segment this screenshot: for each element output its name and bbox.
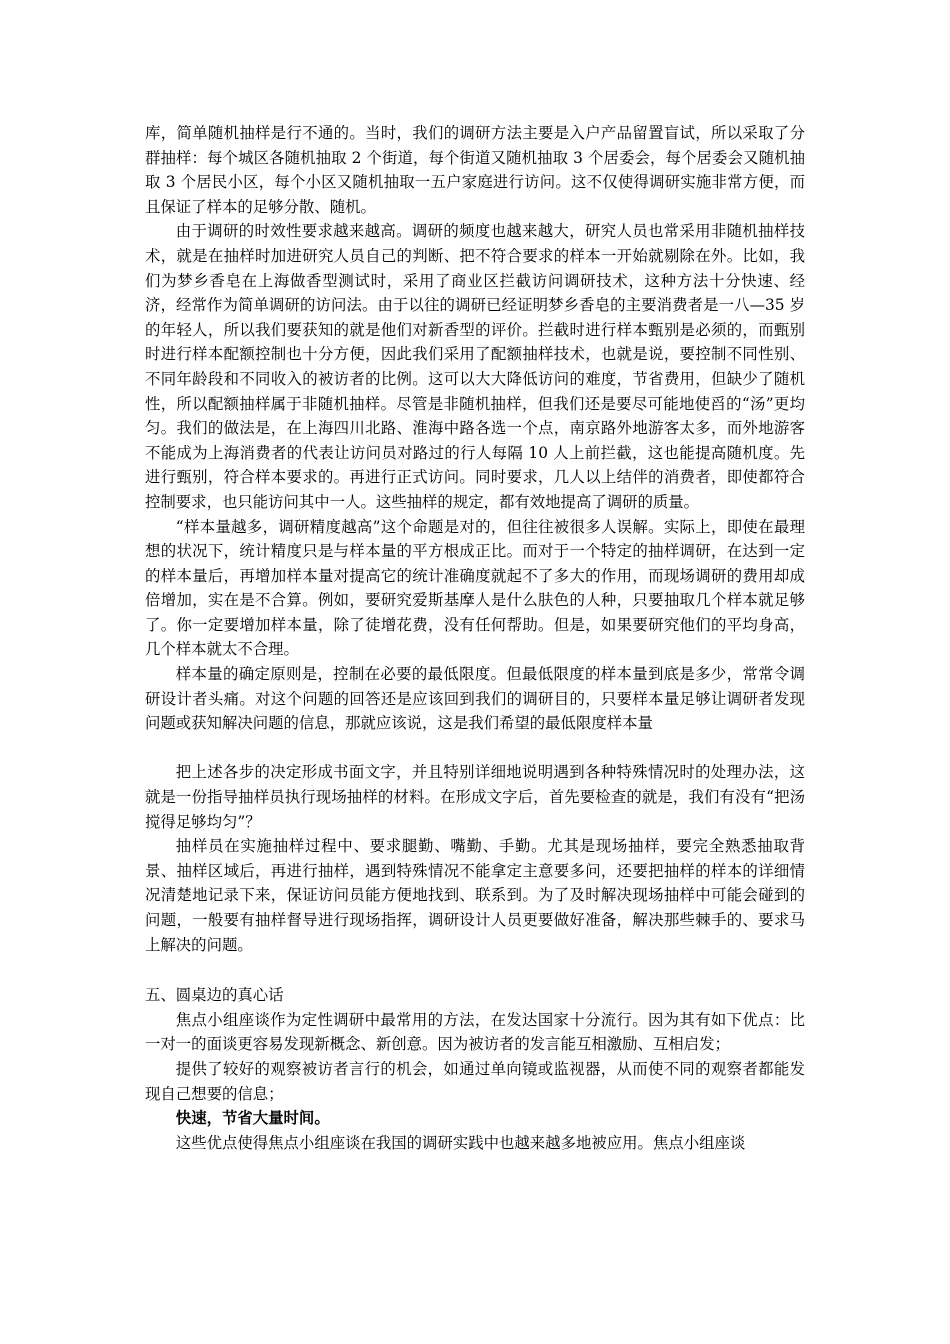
paragraph-nonrandom-sampling: 由于调研的时效性要求越来越高。调研的频度也越来越大，研究人员也常采用非随机抽样技术，就是在抽样时加进研究人员自己的判断、把不符合要求的样本一开始就剔除在外。比如，我们为梦乡香皂在上海做香型测试时，采用了商业区拦截访问调研技术，这种方法十分快速、经济，经常作为简单调研的访问法。由于以往的调研已经证明梦乡香皂的主要消费者是一八—35 岁的年轻人，所以我们要获知的就是他们对新香型的评价。拦截时进行样本甄别是必须的，而甄别时进行样本配额控制也十分方便，因此我们采用了配额抽样技术，也就是说，要控制不同性别、不同年龄段和不同收入的被访者的比例。这可以大大降低访问的难度，节省费用，但缺少了随机性，所以配额抽样属于非随机抽样。尽管是非随机抽样，但我们还是要尽可能地使舀的“汤”更均匀。我们的做法是，在上海四川北路、淮海中路各选一个点，南京路外地游客太多，而外地游客不能成为上海消费者的代表让访问员对路过的行人每隔 10 人上前拦截，这也能提高随机度。先进行甄别，符合样本要求的。再进行正式访问。同时要求，几人以上结伴的消费者，即使都符合控制要求，也只能访问其中一人。这些抽样的规定，都有效地提高了调研的质量。: [145, 222, 805, 511]
paragraph-focus-group-observation: 提供了较好的观察被访者言行的机会，如通过单向镜或监视器，从而使不同的观察者都能发现自己想要的信息；: [145, 1059, 805, 1103]
paragraph-sampler-duties: 抽样员在实施抽样过程中、要求腿勤、嘴勤、手勤。尤其是现场抽样，要完全熟悉抽取背景、抽样区域后，再进行抽样，遇到特殊情况不能拿定主意要多问，还要把抽样的样本的详细情况清楚地记录下来，保证访问员能方便地找到、联系到。为了及时解决现场抽样中可能会碰到的问题，一般要有抽样督导进行现场指挥，调研设计人员更要做好准备，解决那些棘手的、要求马上解决的问题。: [145, 837, 805, 954]
section-heading-roundtable: 五、圆桌边的真心话: [145, 986, 284, 1005]
paragraph-focus-group-intro: 焦点小组座谈作为定性调研中最常用的方法，在发达国家十分流行。因为其有如下优点：比一对一的面谈更容易发现新概念、新创意。因为被访者的发言能互相激励、互相启发；: [145, 1010, 805, 1054]
paragraph-focus-group-adoption: 这些优点使得焦点小组座谈在我国的调研实践中也越来越多地被应用。焦点小组座谈: [175, 1133, 746, 1152]
paragraph-sample-size-principle: 样本量的确定原则是，控制在必要的最低限度。但最低限度的样本量到底是多少，常常令调研设计者头痛。对这个问题的回答还是应该回到我们的调研目的，只要样本量足够让调研者发现问题或获知解决问题的信息，那就应该说，这是我们希望的最低限度样本量: [145, 665, 805, 733]
paragraph-sampling-cluster: 库，简单随机抽样是行不通的。当时，我们的调研方法主要是入户产品留置盲试，所以采取了分群抽样：每个城区各随机抽取 2 个街道，每个街道又随机抽取 3 个居委会，每个居委会又随机抽取 3 个居民小区，每个小区又随机抽取一五户家庭进行访问。这不仅使得调研实施非常方便，而且保证了样本的足够分散、随机。: [145, 124, 805, 216]
document-page: [145, 121, 805, 1155]
paragraph-sample-size-precision: “样本量越多，调研精度越高”这个命题是对的，但往往被很多人误解。实际上，即使在最理想的状况下，统计精度只是与样本量的平方根成正比。而对于一个特定的抽样调研，在达到一定的样本量后，再增加样本量对提高它的统计准确度就起不了多大的作用，而现场调研的费用却成倍增加，实在是不合算。例如，要研究爱斯基摩人是什么肤色的人种，只要抽取几个样本就足够了。你一定要增加样本量，除了徒增花费，没有任何帮助。但是，如果要研究他们的平均身高，几个样本就太不合理。: [145, 517, 805, 659]
paragraph-focus-group-speed: 快速，节省大量时间。: [175, 1109, 330, 1128]
paragraph-written-procedure: 把上述各步的决定形成书面文字，并且特别详细地说明遇到各种特殊情况时的处理办法，这就是一份指导抽样员执行现场抽样的材料。在形成文字后，首先要检查的就是，我们有没有“把汤搅得足够均匀”？: [145, 763, 805, 831]
